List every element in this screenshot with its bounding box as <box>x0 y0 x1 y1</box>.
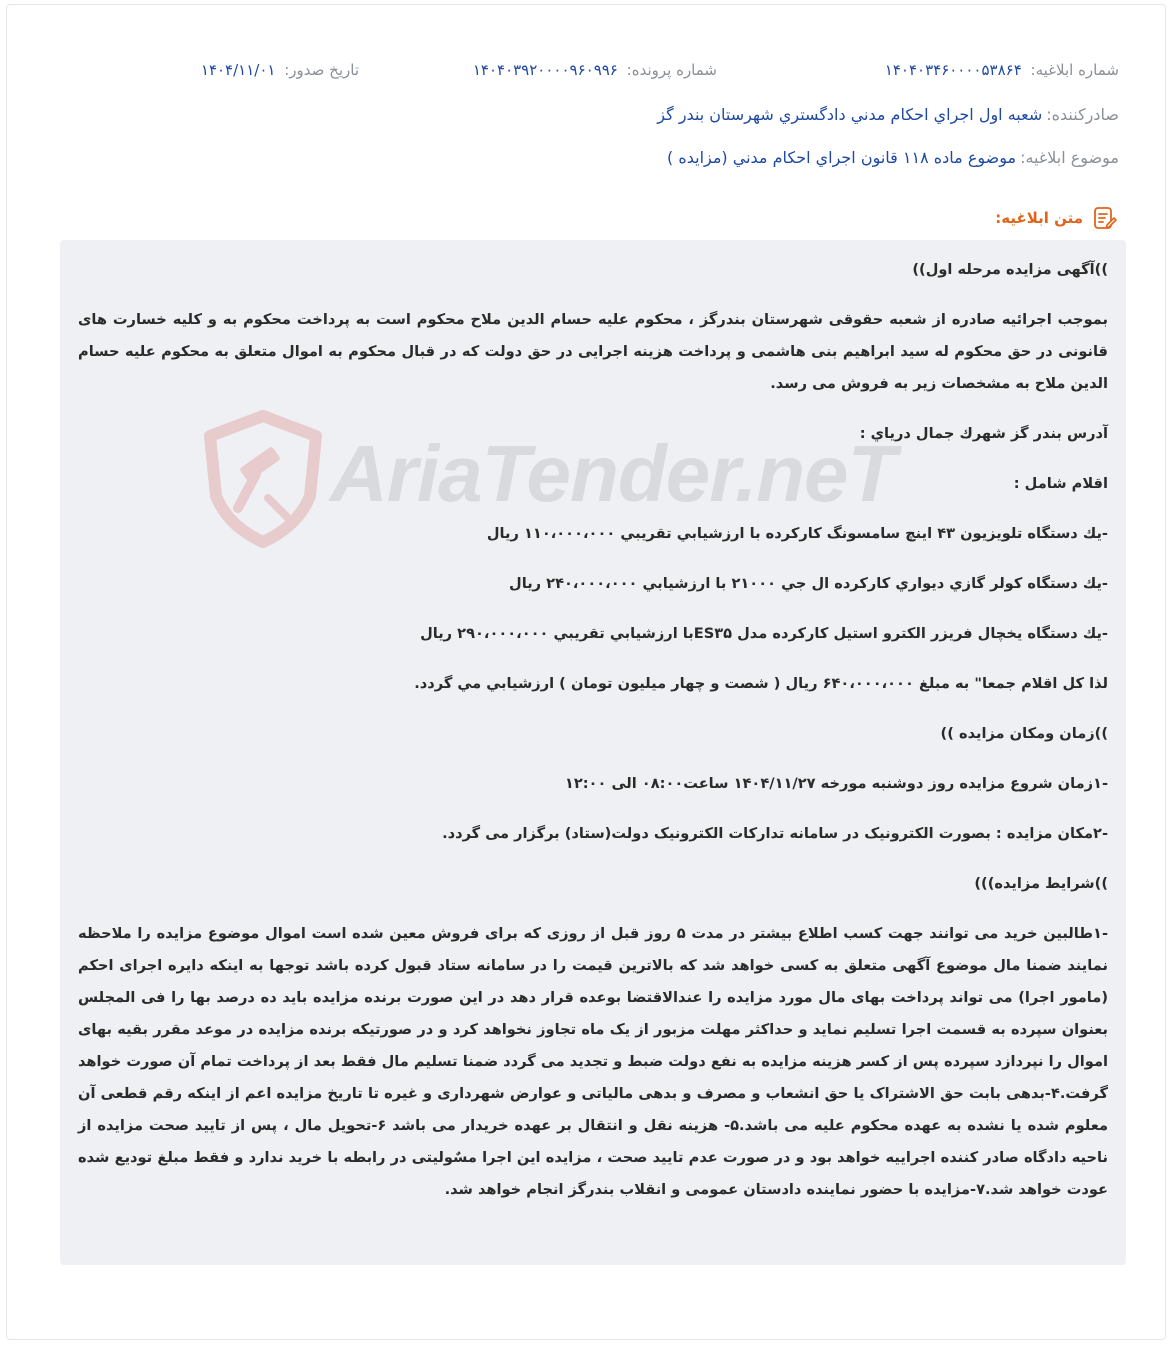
section-title <box>995 205 1117 231</box>
item-ac: -يك دستگاه كولر گازي ديواري كاركرده ال جي ۲۱۰۰۰ با ارزشيابي ۲۴۰،۰۰۰،۰۰۰ ريال <box>509 575 1108 592</box>
auction-place: -۲مکان مزایده : بصورت الکترونیک در سامانه تدارکات الکترونیک دولت(ستاد) برگزار می گردد. <box>442 825 1108 842</box>
notice-content <box>60 240 1126 1265</box>
issue-date-label: تاریخ صدور: <box>284 61 359 79</box>
total-value: لذا كل اقلام جمعا" به مبلغ ۶۴۰،۰۰۰،۰۰۰ ريال ( شصت و چهار ميليون تومان ) ارزشيابي مي گردد. <box>414 675 1108 692</box>
meta-row-numbers <box>67 61 1119 79</box>
notice-number-value: ۱۴۰۴۰۳۴۶۰۰۰۰۵۳۸۶۴ <box>884 61 1022 79</box>
items-heading: اقلام شامل : <box>1013 475 1108 492</box>
document-edit-icon <box>1091 205 1117 231</box>
time-place-heading: ))زمان ومکان مزایده )) <box>940 725 1108 742</box>
subject-row <box>67 148 1119 167</box>
issue-date <box>201 61 359 79</box>
item-tv: -يك دستگاه تلويزيون ۴۳ اينچ سامسونگ كاركرده با ارزشيابي تقريبي ۱۱۰،۰۰۰،۰۰۰ ريال <box>486 525 1108 542</box>
notice-number-label: شماره ابلاغیه: <box>1030 61 1119 79</box>
item-fridge: -يك دستگاه يخچال فريزر الكترو استيل كاركرده مدل ES۳۵با ارزشيابي تقريبي ۲۹۰،۰۰۰،۰۰۰ ريال <box>420 625 1108 642</box>
section-title-text: متن ابلاغیه: <box>995 209 1083 227</box>
notice-body <box>78 254 1108 1224</box>
watermark-text: AriaTender.neT <box>330 429 896 518</box>
auction-heading: ))آگهی مزایده مرحله اول)) <box>912 261 1108 278</box>
auction-time: -۱زمان شروع مزایده روز دوشنبه مورخه ۱۴۰۴/۱۱/۲۷ ساعت۰۸:۰۰ الی ۱۲:۰۰ <box>564 775 1108 792</box>
case-number-label: شماره پرونده: <box>626 61 717 79</box>
subject-label: موضوع ابلاغیه: <box>1020 148 1119 167</box>
issuer-row <box>67 105 1119 124</box>
case-number-value: ۱۴۰۴۰۳۹۲۰۰۰۰۹۶۰۹۹۶ <box>472 61 618 79</box>
case-number <box>359 61 717 79</box>
issuer-label: صادرکننده: <box>1046 105 1119 124</box>
issue-date-value: ۱۴۰۴/۱۱/۰۱ <box>200 61 276 79</box>
execution-paragraph: بموجب اجرائیه صادره از شعبه حقوقی شهرستان بندرگز ، محکوم علیه حسام الدین ملاح محکوم است به پرداخت محکوم به و کلیه خسارت های قانونی در حق محکوم له سید ابراهیم بنی هاشمی و پرداخت هزینه اجرایی در حق دولت که در قبال محکوم به اموال متعلق به محکوم علیه حسام الدین ملاح به مشخصات زیر به فروش می رسد. <box>78 311 1108 392</box>
subject-value: موضوع ماده ۱۱۸ قانون اجراي احكام مدني (مزايده ) <box>667 148 1017 167</box>
conditions-paragraph: -۱طالبین خرید می توانند جهت کسب اطلاع بیشتر در مدت ۵ روز قبل از روزی که برای فروش معین شده است اموال موضوع مزایده را ملاحظه نمایند ضمنا مال موضوع آگهی متعلق به کسی خواهد شد که بالاترین قیمت را در سامانه ستاد قبول کرده باشد توجها به اینکه دایره اجرای احکم (مامور اجرا) می تواند پرداخت بهای مال مورد مزایده را عندالاقتضا بوعده قرار دهد در این صورت برنده مزایده باید ده درصد بها را فی المجلس بعنوان سپرده به قسمت اجرا تسلیم نماید و حداکثر مهلت مزبور از یک ماه تجاوز نخواهد کرد و در صورتیکه برنده مزایده در موعد مقرر بقیه بهای اموال را نپردازد سپرده پس از کسر هزینه مزایده به نفع دولت ضبط و تجدید می گردد ضمنا تسلیم مال فقط بعد از پرداخت تمام آن صورت خواهد گرفت.۴-بدهی بابت حق الاشتراک یا حق انشعاب و مصرف و بدهی مالیاتی و عوارض شهرداری و غیره تا تاریخ مزایده اعم از اینکه رقم قطعی آن معلوم شده یا نشده به عهده محکوم علیه می باشد.۵- هزینه نقل و انتقال بر عهده خریدار می باشد ۶-تحویل مال ، پس از تایید صحت مزایده از ناحیه دادگاه صادر کننده اجراییه خواهد بود و در صورت عدم تایید صحت ، مزایده این اجرا مسٌولیتی در رابطه با خرید ندارد و فقط مبلغ تودیع شده عودت خواهد شد.۷-مزایده با حضور نماینده دادستان عمومی و انقلاب بندرگز انجام خواهد شد. <box>78 925 1109 1198</box>
issuer-value: شعبه اول اجراي احكام مدني دادگستري شهرستان بندر گز <box>657 105 1043 124</box>
conditions-heading: ))شرایط مزایده))) <box>974 875 1108 892</box>
address-line: آدرس بندر گز شهرك جمال درياي : <box>859 425 1108 442</box>
notice-number <box>717 61 1119 79</box>
